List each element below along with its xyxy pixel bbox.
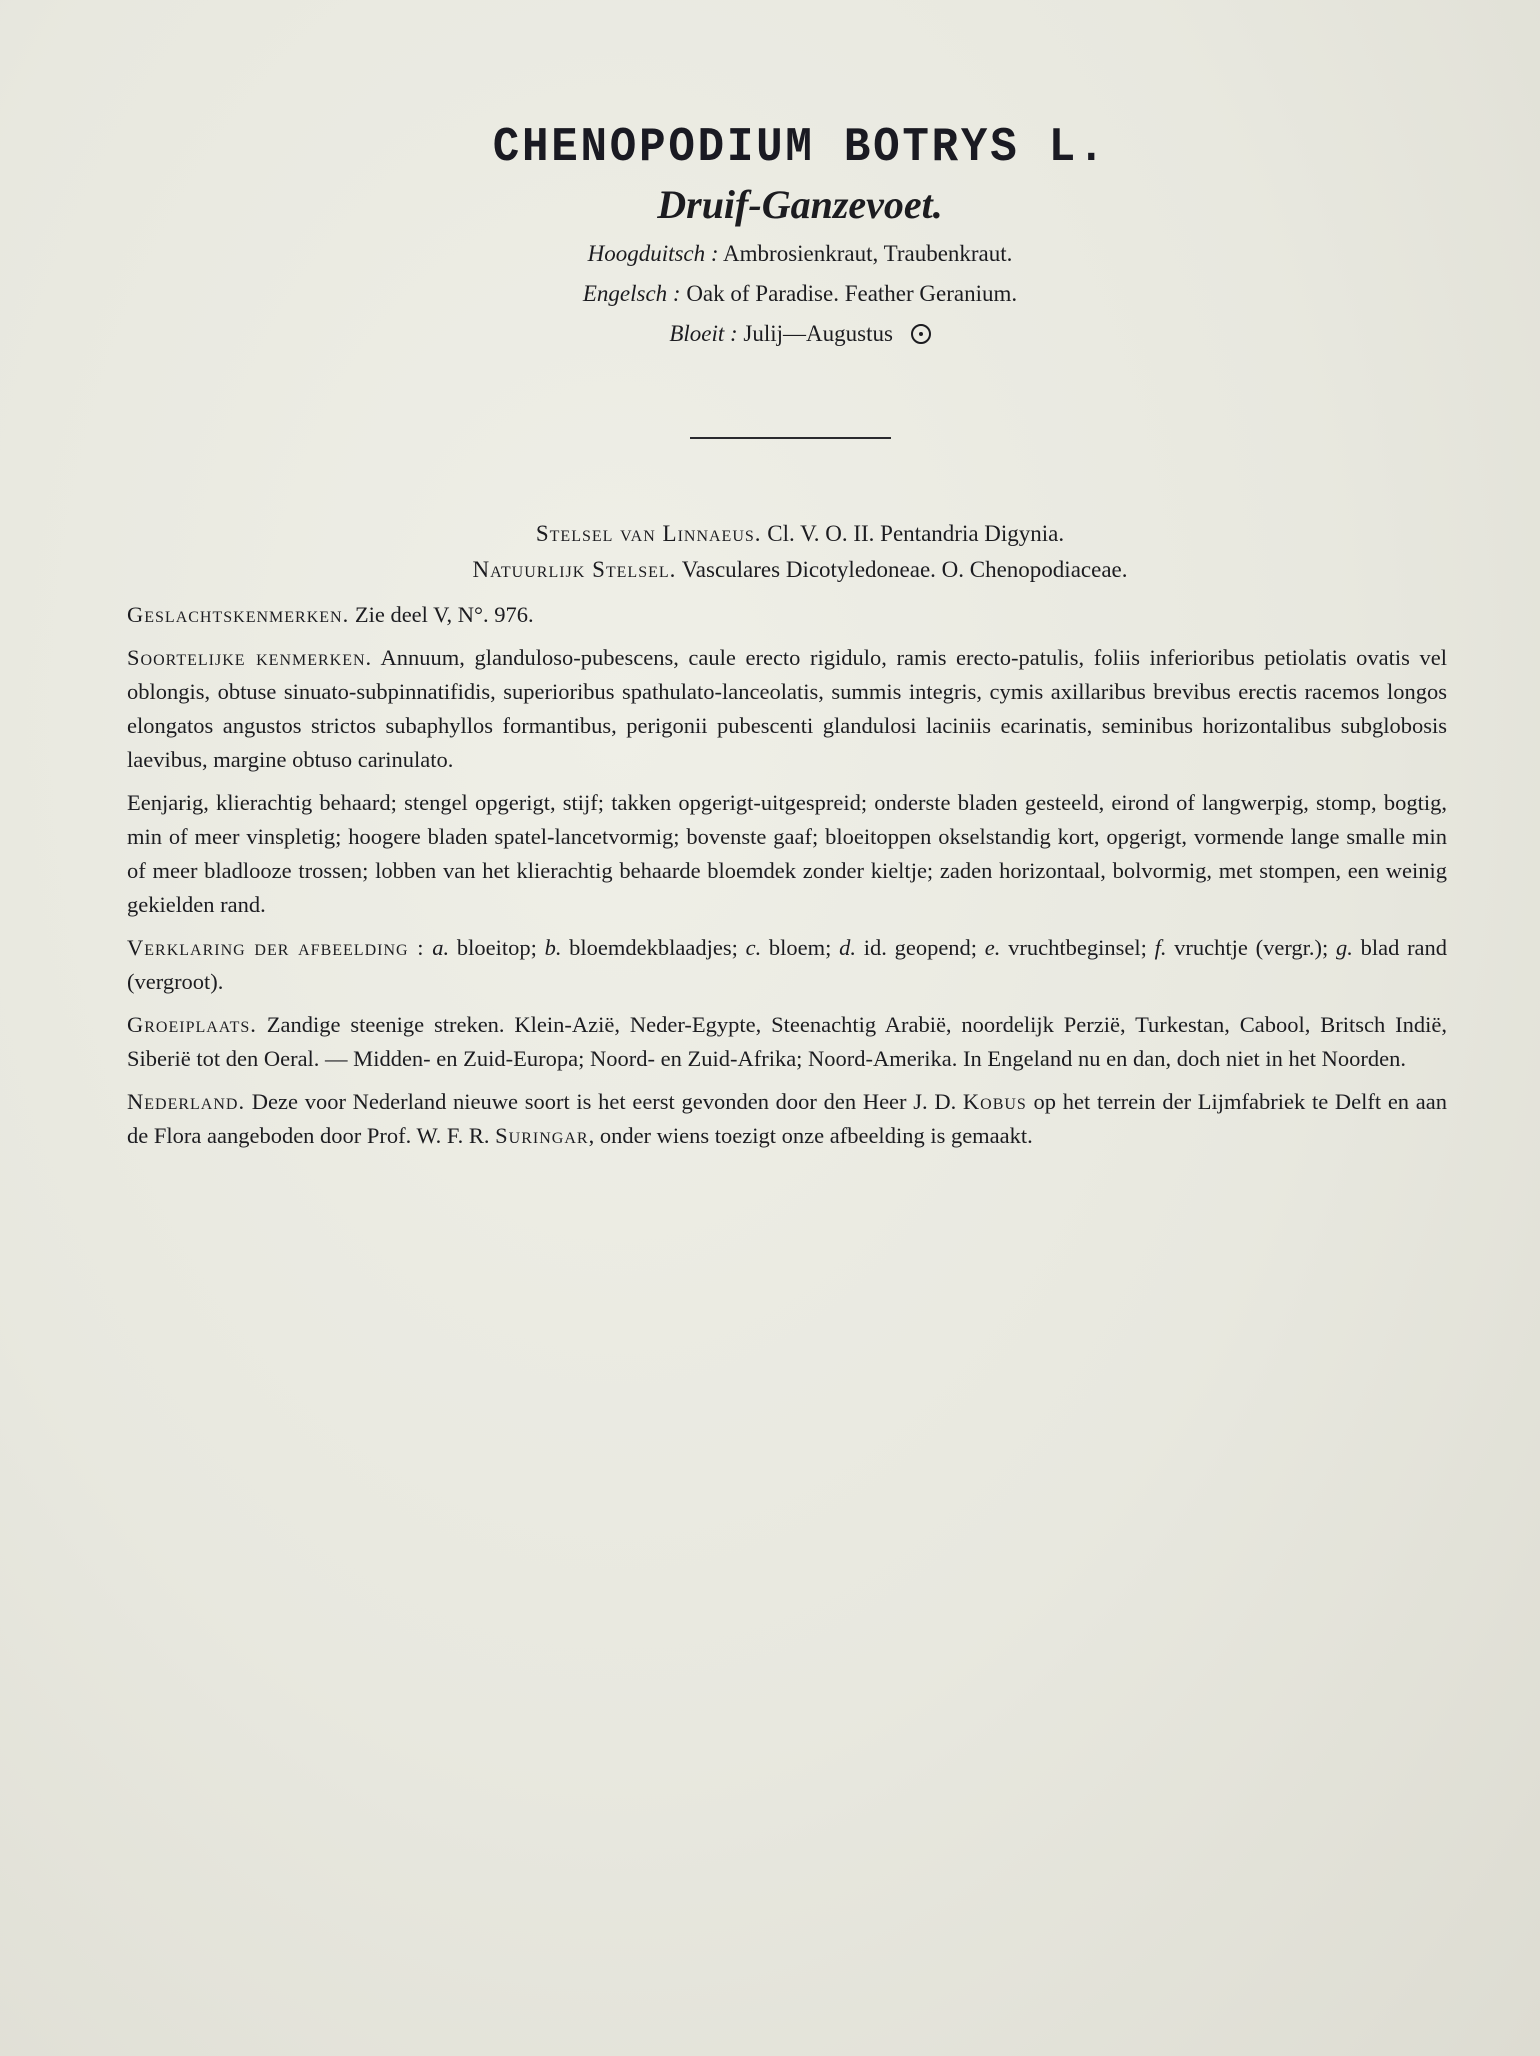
verklaring-c-text: bloem;: [768, 935, 832, 960]
nederland-paragraph: [127, 1085, 1447, 1153]
geslacht-paragraph: [127, 598, 1447, 632]
verklaring-g-text: blad rand (vergroot).: [127, 935, 1448, 994]
body-text: [127, 598, 1447, 1162]
nederland-name-suringar: Suringar: [495, 1123, 589, 1148]
geslacht-text: Zie deel V, N°. 976.: [354, 602, 534, 627]
verklaring-a-text: bloeitop;: [456, 935, 537, 960]
nederland-text-2: op het terrein der Lijmfabriek te Delft en aan de Flora aangeboden door Prof. W. F. R.: [127, 1089, 1447, 1148]
annual-sun-icon: [911, 324, 931, 344]
verklaring-g-letter: g.: [1336, 935, 1353, 960]
nederland-name-kobus: Kobus: [962, 1089, 1027, 1114]
verklaring-d-letter: d.: [839, 935, 857, 960]
groeiplaats-text: Zandige steenige streken. Klein-Azië, Neder-Egypte, Steenachtig Arabië, noordelijk Perzië, Turkestan, Cabool, Britsch Indië, Siberië tot den Oeral. — Midden- en Zuid-Europa; Noord- en Zuid-Afrika; Noord-Amerika. In Engeland nu en dan, doch niet in het Noorden.: [127, 1012, 1447, 1071]
linnaeus-line: [0, 516, 1540, 552]
hoogduitsch-label: Hoogduitsch :: [587, 241, 719, 266]
verklaring-b-letter: b.: [544, 935, 562, 960]
groeiplaats-paragraph: [127, 1008, 1447, 1076]
description-paragraph: [127, 786, 1447, 922]
natuurlijk-label: Natuurlijk Stelsel.: [472, 557, 677, 582]
page-subtitle: Druif-Ganzevoet.: [657, 182, 943, 227]
nederland-text-1: Deze voor Nederland nieuwe soort is het eerst gevonden door den Heer J. D.: [251, 1089, 957, 1114]
verklaring-d-text: id. geopend;: [863, 935, 978, 960]
engelsch-line: [0, 274, 1540, 314]
divider: [690, 437, 891, 439]
soortelijke-text: Annuum, glanduloso-pubescens, caule erecto rigidulo, ramis erecto-patulis, foliis inferioribus petiolatis ovatis vel oblongis, obtuse sinuato-subpinnatifidis, superioribus spathulato-lanceolatis, summis integris, cymis axillaribus brevibus erectis racemos longos elongatos angustos strictos subaphyllos formantibus, perigonii pubescenti glandulosi laciniis ecarinatis, seminibus horizontalibus subglobosis laevibus, margine obtuso carinulato.: [127, 645, 1447, 772]
verklaring-e-text: vruchtbeginsel;: [1008, 935, 1147, 960]
nederland-label: Nederland.: [127, 1089, 246, 1114]
natuurlijk-text: Vasculares Dicotyledoneae. O. Chenopodiaceae.: [681, 557, 1128, 582]
page-title: CHENOPODIUM BOTRYS L.: [492, 121, 1108, 175]
verklaring-a-letter: a.: [432, 935, 450, 960]
linnaeus-label: Stelsel van Linnaeus.: [535, 521, 762, 546]
natuurlijk-line: [0, 552, 1540, 588]
classification: [0, 516, 1540, 588]
header: [0, 118, 1540, 354]
verklaring-f-letter: f.: [1154, 935, 1167, 960]
bloeit-value: Julij—Augustus: [743, 321, 893, 346]
verklaring-c-letter: c.: [745, 935, 762, 960]
verklaring-paragraph: [127, 931, 1447, 999]
geslacht-label: Geslachtskenmerken.: [127, 602, 350, 627]
hoogduitsch-line: [0, 234, 1540, 274]
verklaring-label: Verklaring der afbeelding :: [127, 935, 425, 960]
hoogduitsch-value: Ambrosienkraut, Traubenkraut.: [723, 241, 1013, 266]
linnaeus-text: Cl. V. O. II. Pentandria Digynia.: [767, 521, 1065, 546]
verklaring-b-text: bloemdekblaadjes;: [569, 935, 738, 960]
soortelijke-paragraph: [127, 641, 1447, 777]
bloeit-label: Bloeit :: [669, 321, 738, 346]
verklaring-f-text: vruchtje (vergr.);: [1174, 935, 1329, 960]
engelsch-label: Engelsch :: [582, 281, 681, 306]
description-text: Eenjarig, klierachtig behaard; stengel opgerigt, stijf; takken opgerigt-uitgespreid; onderste bladen gesteeld, eirond of langwerpig, stomp, bogtig, min of meer vinspletig; hoogere bladen spatel-lancetvormig; bovenste gaaf; bloeitoppen okselstandig kort, opgerigt, vormende lange smalle min of meer bladlooze trossen; lobben van het klierachtig behaarde bloemdek zonder kieltje; zaden horizontaal, bolvormig, met stompen, een weinig gekielden rand.: [127, 790, 1447, 917]
bloeit-line: [0, 314, 1540, 354]
common-names: [0, 234, 1540, 354]
engelsch-value: Oak of Paradise. Feather Geranium.: [686, 281, 1018, 306]
soortelijke-label: Soortelijke kenmerken.: [127, 645, 373, 670]
nederland-text-3: , onder wiens toezigt onze afbeelding is gemaakt.: [588, 1123, 1033, 1148]
groeiplaats-label: Groeiplaats.: [127, 1012, 257, 1037]
verklaring-e-letter: e.: [984, 935, 1001, 960]
